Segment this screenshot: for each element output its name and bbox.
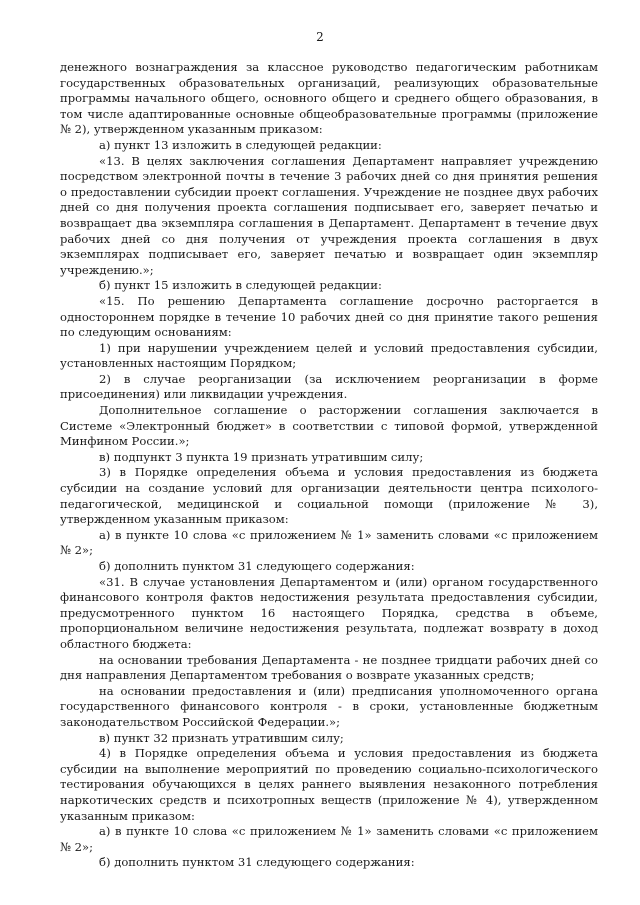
paragraph: «13. В целях заключения соглашения Департамент направляет учреждению посредством электронной почты в течение 3 рабочих дней со дня принятия решения о предоставлении субсидии проект соглашения. Учреждение не позднее двух рабочих дней со дня получения проекта соглашения подписывает его, заверяет печатью и возвращает два экземпляра соглашения в Департамент. Департамент в течение двух рабочих дней со дня получения от учреждения проекта соглашения в двух экземплярах подписывает его, заверяет печатью и возвращает один экземпляр учреждению.»; <box>60 153 598 277</box>
document-body <box>60 60 598 871</box>
paragraph-continuation: денежного вознаграждения за классное руководство педагогическим работникам государственных образовательных организаций, реализующих образовательные программы начального общего, основного общего и среднего общего образования, в том числе адаптированные основные общеобразовательные программы (приложение № 2), утвержденном указанным приказом: <box>60 60 598 137</box>
paragraph: 1) при нарушении учреждением целей и условий предоставления субсидии, установленных настоящим Порядком; <box>60 340 598 371</box>
paragraph: 3) в Порядке определения объема и условия предоставления из бюджета субсидии на создание условий для организации деятельности центра психолого-педагогической, медицинской и социальной помощи (приложение № 3), утвержденном указанным приказом: <box>60 465 598 527</box>
paragraph: 4) в Порядке определения объема и условия предоставления из бюджета субсидии на выполнение мероприятий по проведению социально-психологического тестирования обучающихся в целях раннего выявления незаконного потребления наркотических средств и психотропных веществ (приложение № 4), утвержденном указанным приказом: <box>60 746 598 823</box>
paragraph: а) в пункте 10 слова «с приложением № 1» заменить словами «с приложением № 2»; <box>60 824 598 854</box>
paragraph: на основании требования Департамента - не позднее тридцати рабочих дней со дня направления Департаментом требования о возврате указанных средств; <box>60 652 598 683</box>
paragraph: б) пункт 15 изложить в следующей редакции: <box>99 278 382 293</box>
paragraph: а) в пункте 10 слова «с приложением № 1» заменить словами «с приложением № 2»; <box>60 527 598 558</box>
paragraph: 2) в случае реорганизации (за исключением реорганизации в форме присоединения) или ликвидации учреждения. <box>60 371 598 402</box>
paragraph: «15. По решению Департамента соглашение досрочно расторгается в одностороннем порядке в течение 10 рабочих дней со дня принятие такого решения по следующим основаниям: <box>60 293 598 340</box>
paragraph: в) пункт 32 признать утратившим силу; <box>99 730 344 745</box>
paragraph: б) дополнить пунктом 31 следующего содержания: <box>99 855 415 870</box>
paragraph: на основании предоставления и (или) предписания уполномоченного органа государственного финансового контроля - в сроки, установленные бюджетным законодательством Российской Федерации.»; <box>60 683 598 729</box>
paragraph: «31. В случае установления Департаментом и (или) органом государственного финансового контроля фактов недостижения результата предоставления субсидии, предусмотренного пунктом 16 настоящего Порядка, средства в объеме, пропорциональном величине недостижения результата, подлежат возврату в доход областного бюджета: <box>60 574 598 651</box>
paragraph: б) дополнить пунктом 31 следующего содержания: <box>99 559 415 573</box>
paragraph: а) пункт 13 изложить в следующей редакции: <box>99 137 382 152</box>
paragraph: в) подпункт 3 пункта 19 признать утратившим силу; <box>99 449 424 464</box>
page-number: 2 <box>316 30 324 44</box>
paragraph: Дополнительное соглашение о расторжении соглашения заключается в Системе «Электронный бюджет» в соответствии с типовой формой, утвержденной Минфином России.»; <box>60 403 598 449</box>
